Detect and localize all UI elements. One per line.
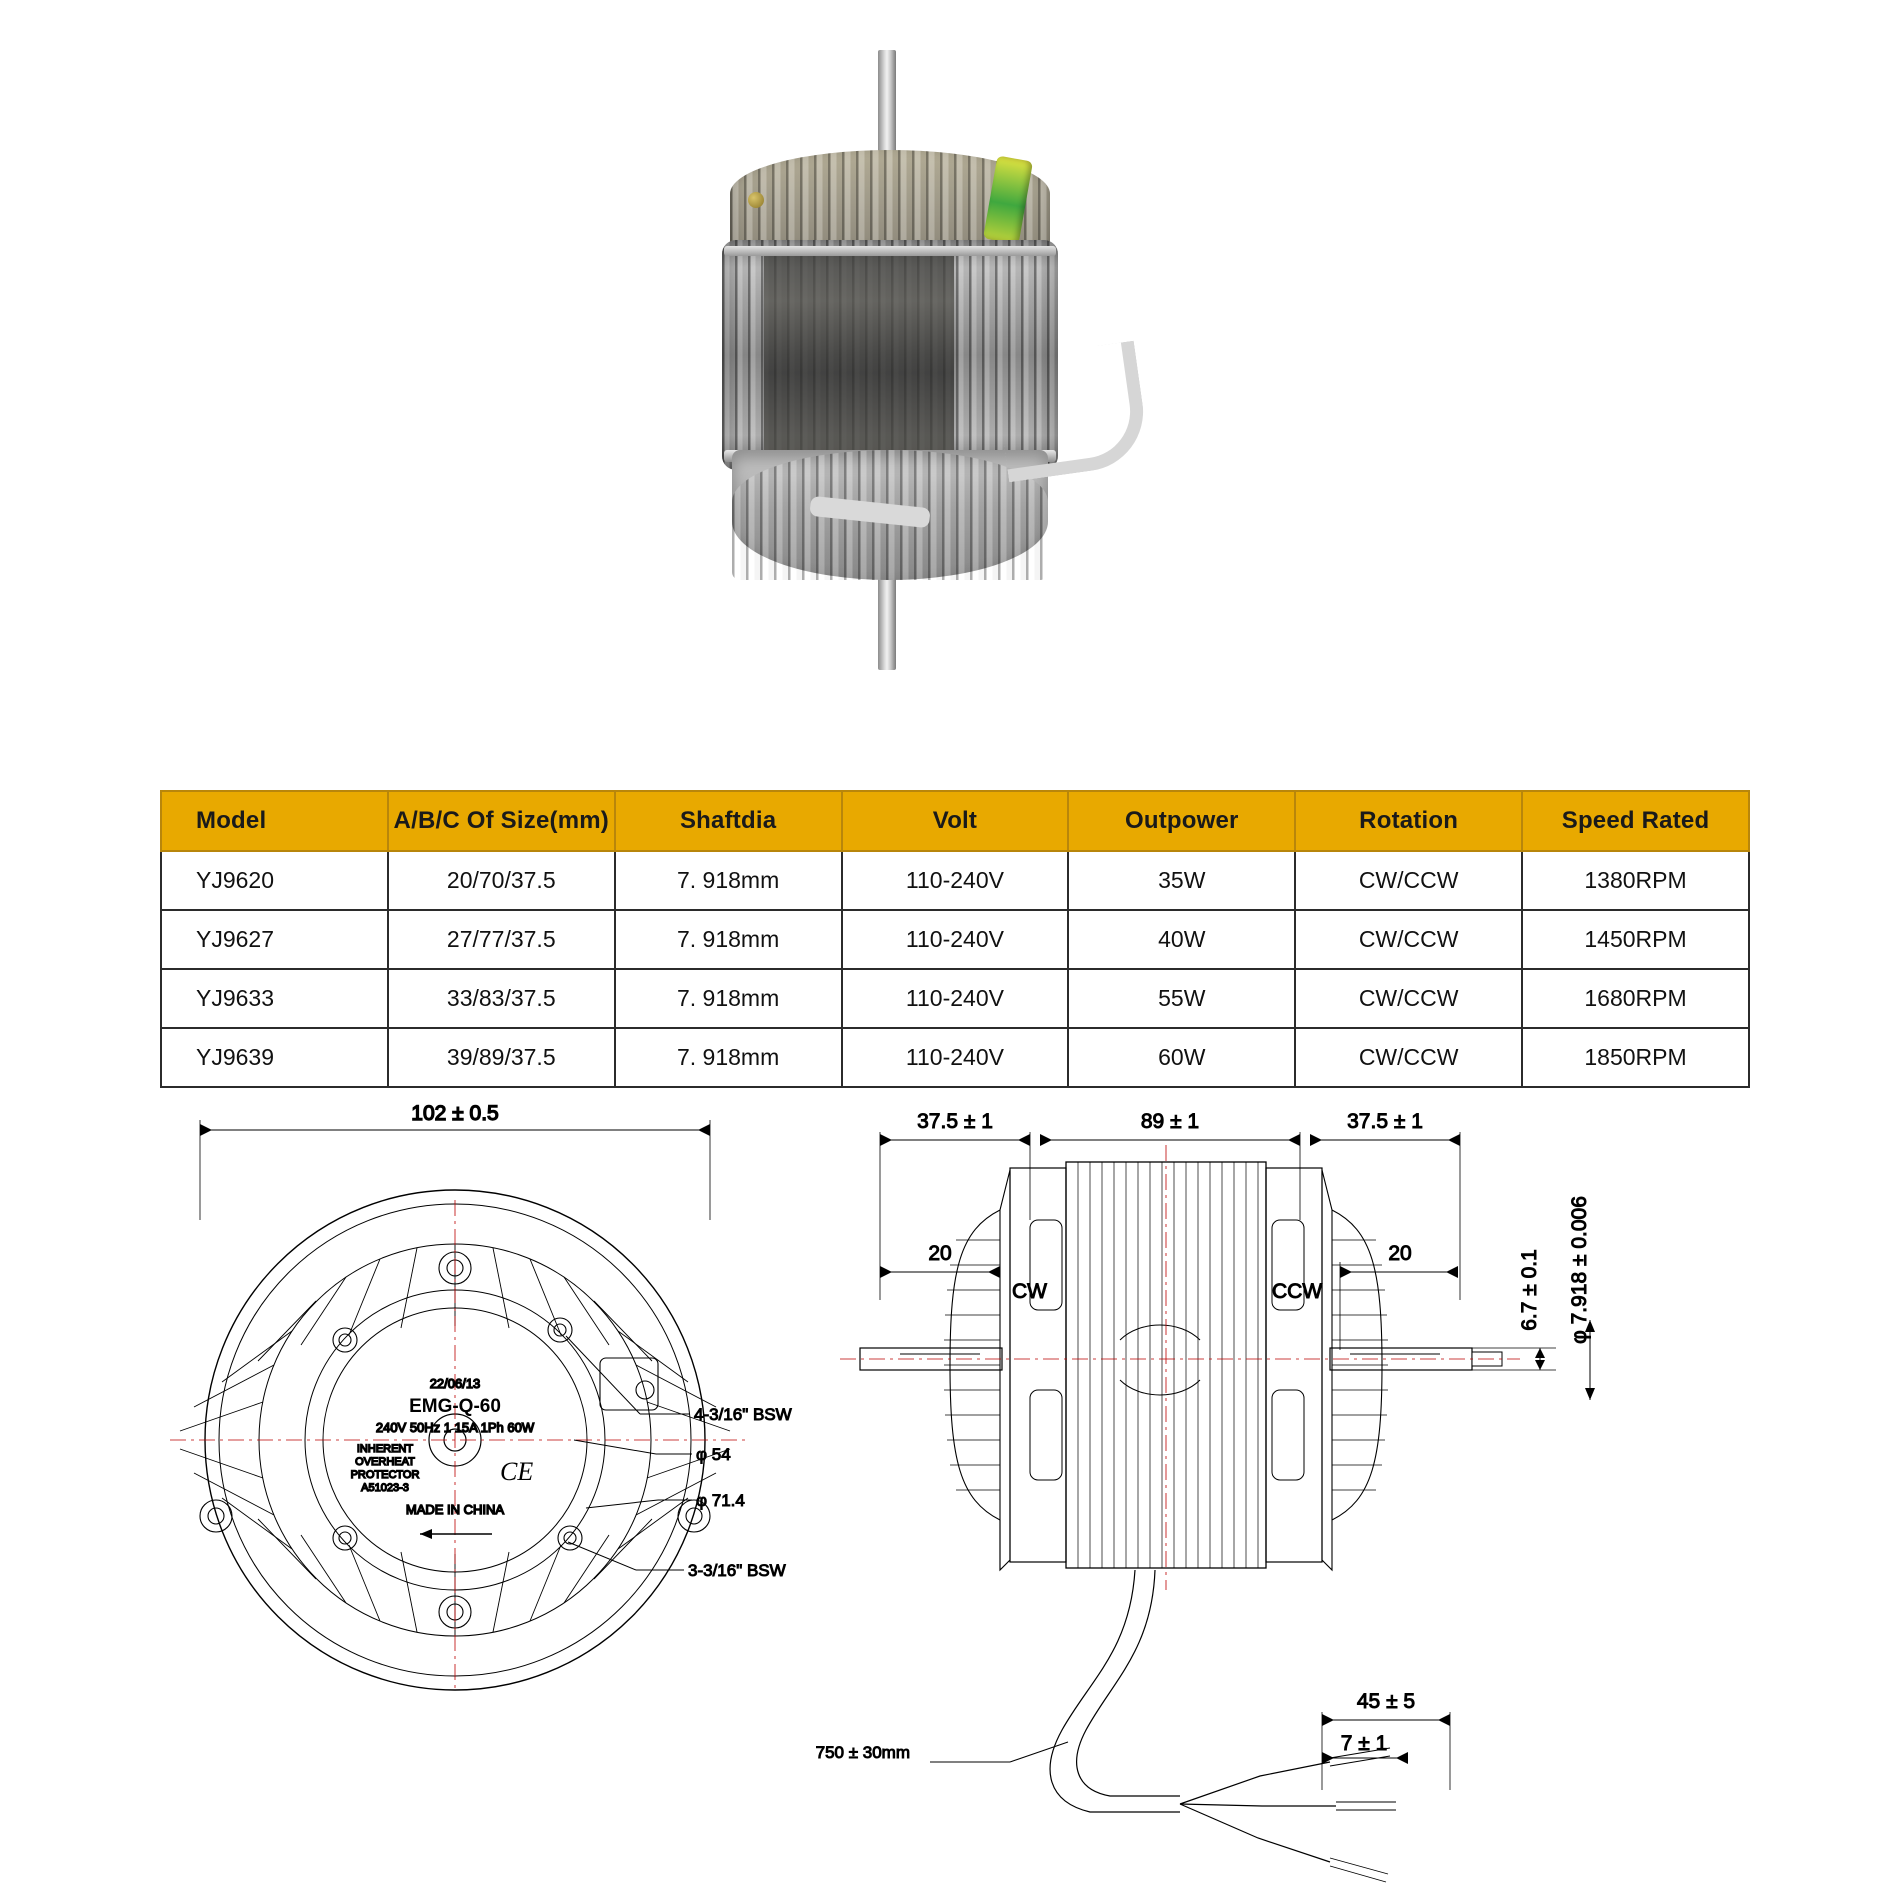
cell-volt: 110-240V xyxy=(842,969,1069,1028)
column-header-model: Model xyxy=(161,791,388,851)
side-view-shaft-vertical-dims xyxy=(1472,1196,1595,1400)
cell-model: YJ9620 xyxy=(161,851,388,910)
nameplate-model: EMG-Q-60 xyxy=(409,1396,501,1417)
dim-label-lead-strip: 45 ± 5 xyxy=(1356,1690,1416,1713)
cell-volt: 110-240V xyxy=(842,851,1069,910)
specification-table xyxy=(160,790,1750,1088)
callout-4-bsw: 4-3/16" BSW xyxy=(694,1405,792,1424)
column-header-speed-rated: Speed Rated xyxy=(1522,791,1749,851)
side-view-body xyxy=(840,1145,1520,1590)
cell-size: 39/89/37.5 xyxy=(388,1028,615,1087)
side-view-drawing xyxy=(816,1110,1595,1882)
cell-volt: 110-240V xyxy=(842,910,1069,969)
dim-label-center-89: 89 ± 1 xyxy=(1140,1110,1200,1133)
product-photo-area xyxy=(0,0,1900,760)
center-lines xyxy=(170,1200,745,1690)
dim-label-shaft-flat: 6.7 ± 0.1 xyxy=(1518,1249,1541,1331)
front-view-drawing xyxy=(170,1102,792,1690)
nameplate-protector-line4: A51023-3 xyxy=(361,1482,409,1494)
table-row xyxy=(161,910,1749,969)
dim-label-shaft-right-20: 20 xyxy=(1388,1242,1412,1265)
specification-table-container xyxy=(160,790,1750,1088)
rotation-arrow-icon xyxy=(420,1529,492,1539)
dim-label-lead-tip: 7 ± 1 xyxy=(1340,1732,1388,1755)
cell-outpower: 40W xyxy=(1068,910,1295,969)
table-row xyxy=(161,1028,1749,1087)
stator-core xyxy=(764,250,954,455)
cell-rotation: CW/CCW xyxy=(1295,1028,1522,1087)
callout-3-bsw: 3-3/16" BSW xyxy=(688,1561,786,1580)
nameplate-protector-line3: PROTECTOR xyxy=(350,1469,420,1481)
ce-mark-icon: CE xyxy=(500,1457,534,1486)
lead-strip-dims xyxy=(1322,1690,1450,1790)
cell-size: 20/70/37.5 xyxy=(388,851,615,910)
lead-cable xyxy=(992,341,1151,483)
housing-band-top xyxy=(724,246,1056,256)
column-header-shaftdia: Shaftdia xyxy=(615,791,842,851)
cell-shaftdia: 7. 918mm xyxy=(615,851,842,910)
callout-phi-54: φ 54 xyxy=(696,1445,731,1464)
dim-label-shaft-diameter: φ 7.918 ± 0.006 xyxy=(1568,1196,1591,1344)
dim-label-cable-length: 750 ± 30mm xyxy=(815,1743,910,1762)
nameplate-ratings: 240V 50Hz 1 15A 1Ph 60W xyxy=(375,1420,535,1435)
nameplate-protector-line1: INHERENT xyxy=(356,1443,414,1455)
rotation-label-ccw: CCW xyxy=(1272,1280,1323,1303)
cell-shaftdia: 7. 918mm xyxy=(615,910,842,969)
dim-label-shaft-left-20: 20 xyxy=(928,1242,952,1265)
cell-model: YJ9633 xyxy=(161,969,388,1028)
cell-shaftdia: 7. 918mm xyxy=(615,1028,842,1087)
table-row xyxy=(161,969,1749,1028)
nameplate-protector-line2: OVERHEAT xyxy=(355,1456,415,1468)
shaft-top xyxy=(878,50,896,160)
cell-outpower: 60W xyxy=(1068,1028,1295,1087)
nameplate-date-code: 22/06/13 xyxy=(429,1376,481,1391)
cell-speed: 1450RPM xyxy=(1522,910,1749,969)
cell-outpower: 55W xyxy=(1068,969,1295,1028)
cell-speed: 1680RPM xyxy=(1522,969,1749,1028)
lead-cable-drawing xyxy=(1050,1570,1396,1882)
cell-volt: 110-240V xyxy=(842,1028,1069,1087)
nameplate-origin: MADE IN CHINA xyxy=(405,1502,505,1517)
cell-speed: 1380RPM xyxy=(1522,851,1749,910)
column-header-volt: Volt xyxy=(842,791,1069,851)
technical-drawings xyxy=(0,1090,1900,1900)
column-header-size: A/B/C Of Size(mm) xyxy=(388,791,615,851)
table-row xyxy=(161,851,1749,910)
drawing-svg xyxy=(0,1090,1900,1900)
cell-model: YJ9627 xyxy=(161,910,388,969)
cell-model: YJ9639 xyxy=(161,1028,388,1087)
bolt-icon xyxy=(748,192,764,208)
cell-speed: 1850RPM xyxy=(1522,1028,1749,1087)
cell-rotation: CW/CCW xyxy=(1295,969,1522,1028)
column-header-outpower: Outpower xyxy=(1068,791,1295,851)
dim-label-left-37-5: 37.5 ± 1 xyxy=(917,1110,993,1133)
rotation-label-cw: CW xyxy=(1012,1280,1047,1303)
cell-rotation: CW/CCW xyxy=(1295,910,1522,969)
cell-outpower: 35W xyxy=(1068,851,1295,910)
front-view-overall-dim-label: 102 ± 0.5 xyxy=(411,1102,499,1125)
cell-size: 27/77/37.5 xyxy=(388,910,615,969)
cell-size: 33/83/37.5 xyxy=(388,969,615,1028)
column-header-rotation: Rotation xyxy=(1295,791,1522,851)
dim-label-right-37-5: 37.5 ± 1 xyxy=(1347,1110,1423,1133)
cell-rotation: CW/CCW xyxy=(1295,851,1522,910)
cell-shaftdia: 7. 918mm xyxy=(615,969,842,1028)
table-header-row xyxy=(161,791,1749,851)
callout-phi-71-4: φ 71.4 xyxy=(696,1491,745,1510)
cable-length-callout xyxy=(816,1742,1068,1762)
motor-photo xyxy=(690,50,1110,670)
